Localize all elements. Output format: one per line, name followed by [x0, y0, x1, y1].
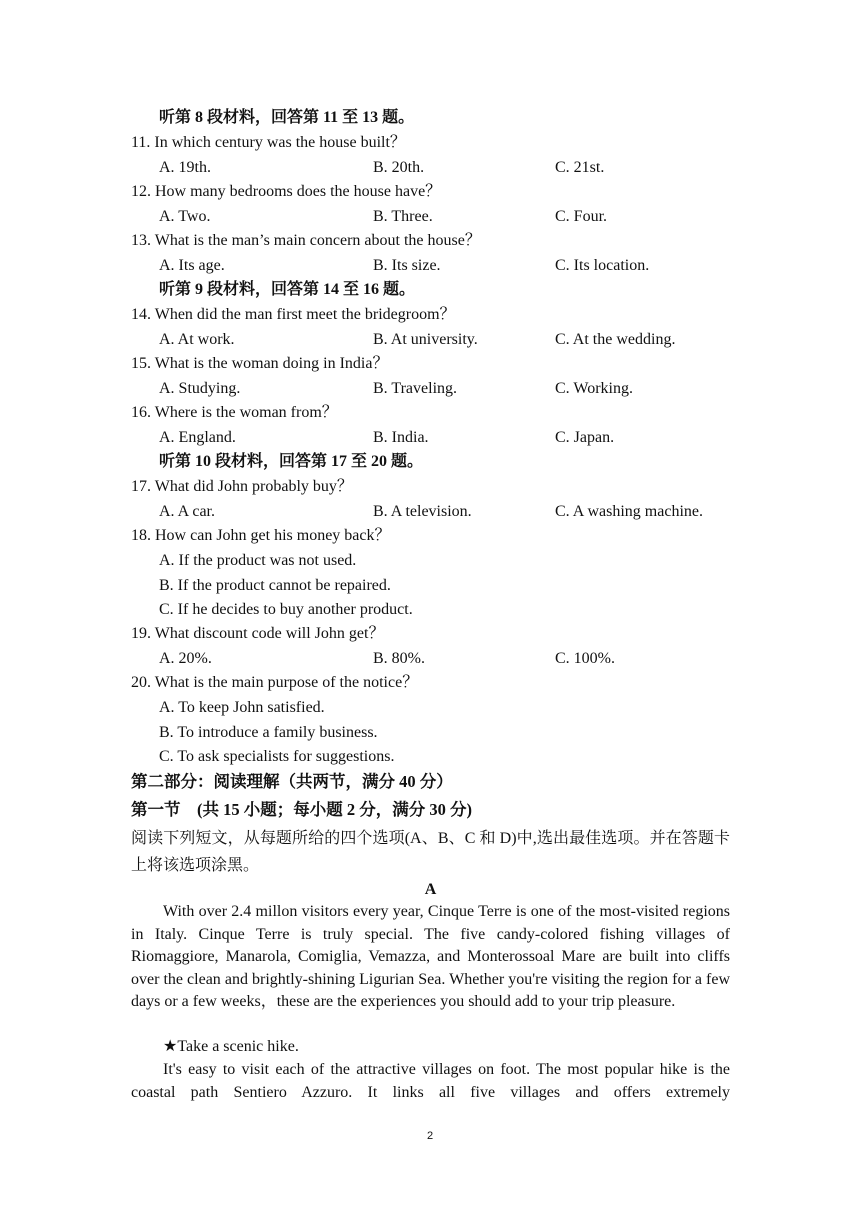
question-17-option-a: A. A car.	[159, 503, 215, 520]
question-19: 19. What discount code will John get？	[131, 625, 385, 642]
question-13-option-a: A. Its age.	[159, 257, 225, 274]
question-11: 11. In which century was the house built？	[131, 134, 406, 151]
question-20: 20. What is the main purpose of the notice？	[131, 674, 419, 691]
question-18-option-c: C. If he decides to buy another product.	[159, 601, 413, 618]
subheading-scenic-hike: ★Take a scenic hike.	[163, 1038, 299, 1055]
question-11-option-c: C. 21st.	[555, 159, 605, 176]
question-19-option-a: A. 20%.	[159, 650, 212, 667]
question-18-option-b: B. If the product cannot be repaired.	[159, 577, 391, 594]
question-13-option-b: B. Its size.	[373, 257, 441, 274]
question-12-option-b: B. Three.	[373, 208, 433, 225]
question-17-option-b: B. A television.	[373, 503, 472, 520]
question-14-option-a: A. At work.	[159, 331, 235, 348]
question-15-option-b: B. Traveling.	[373, 380, 458, 397]
question-14: 14. When did the man first meet the bridegroom？	[131, 306, 456, 323]
question-16-option-b: B. India.	[373, 429, 429, 446]
question-13-option-c: C. Its location.	[555, 257, 650, 274]
question-15-option-c: C. Working.	[555, 380, 633, 397]
question-18: 18. How can John get his money back？	[131, 527, 391, 544]
passage-paragraph-1	[131, 901, 730, 1014]
listening-section-10-heading: 听第 10 段材料，回答第 17 至 20 题。	[159, 453, 424, 470]
question-11-option-b: B. 20th.	[373, 159, 425, 176]
question-16: 16. Where is the woman from？	[131, 404, 338, 421]
question-19-option-c: C. 100%.	[555, 650, 615, 667]
question-18-option-a: A. If the product was not used.	[159, 552, 357, 569]
listening-section-9-heading: 听第 9 段材料，回答第 14 至 16 题。	[159, 281, 416, 298]
reading-instruction: 阅读下列短文，从每题所给的四个选项(A、B、C 和 D)中,选出最佳选项。并在答题卡上将该选项涂黑。	[131, 830, 730, 874]
question-11-option-a: A. 19th.	[159, 159, 211, 176]
question-12: 12. How many bedrooms does the house have？	[131, 183, 442, 200]
question-15: 15. What is the woman doing in India？	[131, 355, 389, 372]
question-14-option-b: B. At university.	[373, 331, 478, 348]
question-12-option-a: A. Two.	[159, 208, 211, 225]
listening-section-8-heading: 听第 8 段材料，回答第 11 至 13 题。	[159, 109, 415, 126]
question-12-option-c: C. Four.	[555, 208, 608, 225]
question-20-option-b: B. To introduce a family business.	[159, 724, 378, 741]
paragraph-2-text: It's easy to visit each of the attractive villages on foot. The most popular hike is the coastal path Sentiero Azzuro. It links all five villages and offers extremely	[131, 1061, 730, 1101]
question-20-option-a: A. To keep John satisfied.	[159, 699, 325, 716]
question-16-option-a: A. England.	[159, 429, 236, 446]
question-14-option-c: C. At the wedding.	[555, 331, 676, 348]
part-two-title: 第二部分：阅读理解（共两节，满分 40 分）	[131, 772, 453, 791]
section-one-title: 第一节 (共 15 小题；每小题 2 分，满分 30 分)	[131, 800, 472, 819]
page-number: 2	[426, 1130, 434, 1142]
paragraph-1-text: With over 2.4 millon visitors every year, Cinque Terre is one of the most-visited regions in Italy. Cinque Terre is truly special. The five candy-colored fishing villages of Riomaggiore, Manarola, Comiglia, Vemazza, and Monterossoal Mare are built into cliffs over the clean and brightly-shining Ligurian Sea. Whether you're visiting the region for a few days or a few weeks，these are the experiences you should add to your trip pleasure.	[131, 903, 730, 1011]
passage-paragraph-2	[131, 1059, 730, 1104]
question-19-option-b: B. 80%.	[373, 650, 425, 667]
question-15-option-a: A. Studying.	[159, 380, 241, 397]
question-17-option-c: C. A washing machine.	[555, 503, 703, 520]
question-16-option-c: C. Japan.	[555, 429, 615, 446]
passage-label: A	[424, 881, 437, 898]
question-13: 13. What is the man’s main concern about the house？	[131, 232, 481, 249]
question-17: 17. What did John probably buy？	[131, 478, 353, 495]
question-20-option-c: C. To ask specialists for suggestions.	[159, 748, 395, 765]
